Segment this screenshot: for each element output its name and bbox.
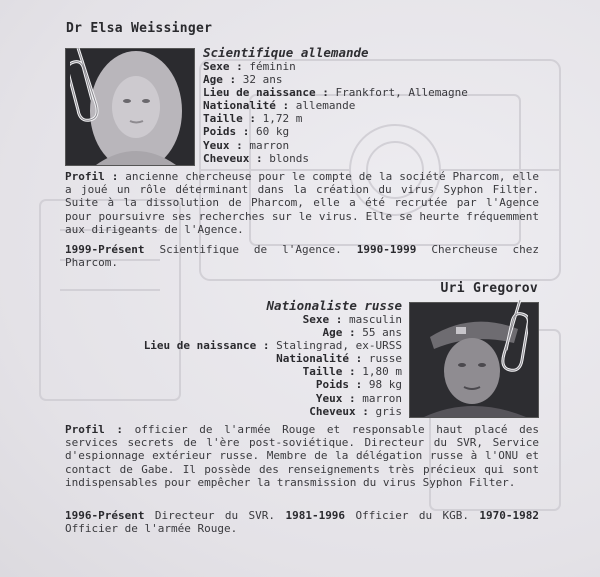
attribute-row: Age : 32 ans: [203, 73, 283, 87]
career-paragraph: 1999-Présent Scientifique de l'Agence. 1990-1999 Chercheuse chez Pharcom.: [65, 243, 540, 270]
attribute-row: Sexe : masculin: [302, 313, 402, 326]
attribute-row: Cheveux : gris: [309, 404, 402, 418]
career-paragraph: 1996-Présent Directeur du SVR. 1981-1996 Officier du KGB. 1970-1982 Officier de l'armée Rouge.: [65, 509, 540, 536]
attribute-row: Sexe : féminin: [203, 60, 296, 73]
attribute-list: [203, 60, 468, 165]
profile-role: Nationaliste russe: [266, 298, 402, 313]
paperclip-icon: [70, 44, 102, 124]
profile-name: Uri Gregorov: [440, 281, 538, 296]
paperclip-icon: [498, 296, 528, 374]
attribute-row: Taille : 1,80 m: [302, 365, 402, 379]
profile-paragraph: Profil : ancienne chercheuse pour le compte de la société Pharcom, elle a joué un rôle déterminant dans la création du virus Syphon Filter. Suite à la dissolution de Pharcom, elle a été recrutée par l'Agence pour poursuivre ses recherches sur le virus. Elle se heurte fréquemment aux dirigeants de l'Agence.: [65, 170, 539, 236]
attribute-row: Lieu de naissance : Stalingrad, ex-URSS: [143, 339, 402, 353]
attribute-row: Nationalité : allemande: [203, 99, 356, 113]
attribute-row: Yeux : marron: [315, 391, 402, 405]
attribute-row: Yeux : marron: [203, 138, 290, 152]
attribute-row: Taille : 1,72 m: [203, 112, 303, 126]
attribute-row: Cheveux : blonds: [203, 151, 309, 165]
profile-paragraph: Profil : officier de l'armée Rouge et responsable haut placé des services secrets de l'ère post-soviétique. Directeur du SVR, Service d'espionnage extérieur russe. Membre de la délégation russe à l'ONU et contact de Gabe. Il possède des renseignements très précieux qui sont indispensables pour empêcher la transmission du virus Syphon Filter.: [65, 423, 539, 489]
attribute-row: Age : 55 ans: [322, 326, 402, 340]
attribute-row: Lieu de naissance : Frankfort, Allemagne: [203, 86, 468, 100]
attribute-row: Poids : 98 kg: [315, 378, 402, 392]
profile-role: Scientifique allemande: [203, 45, 369, 60]
attribute-row: Nationalité : russe: [276, 352, 402, 366]
attribute-list: [144, 313, 402, 418]
profile-name: Dr Elsa Weissinger: [66, 21, 213, 36]
attribute-row: Poids : 60 kg: [203, 125, 290, 139]
